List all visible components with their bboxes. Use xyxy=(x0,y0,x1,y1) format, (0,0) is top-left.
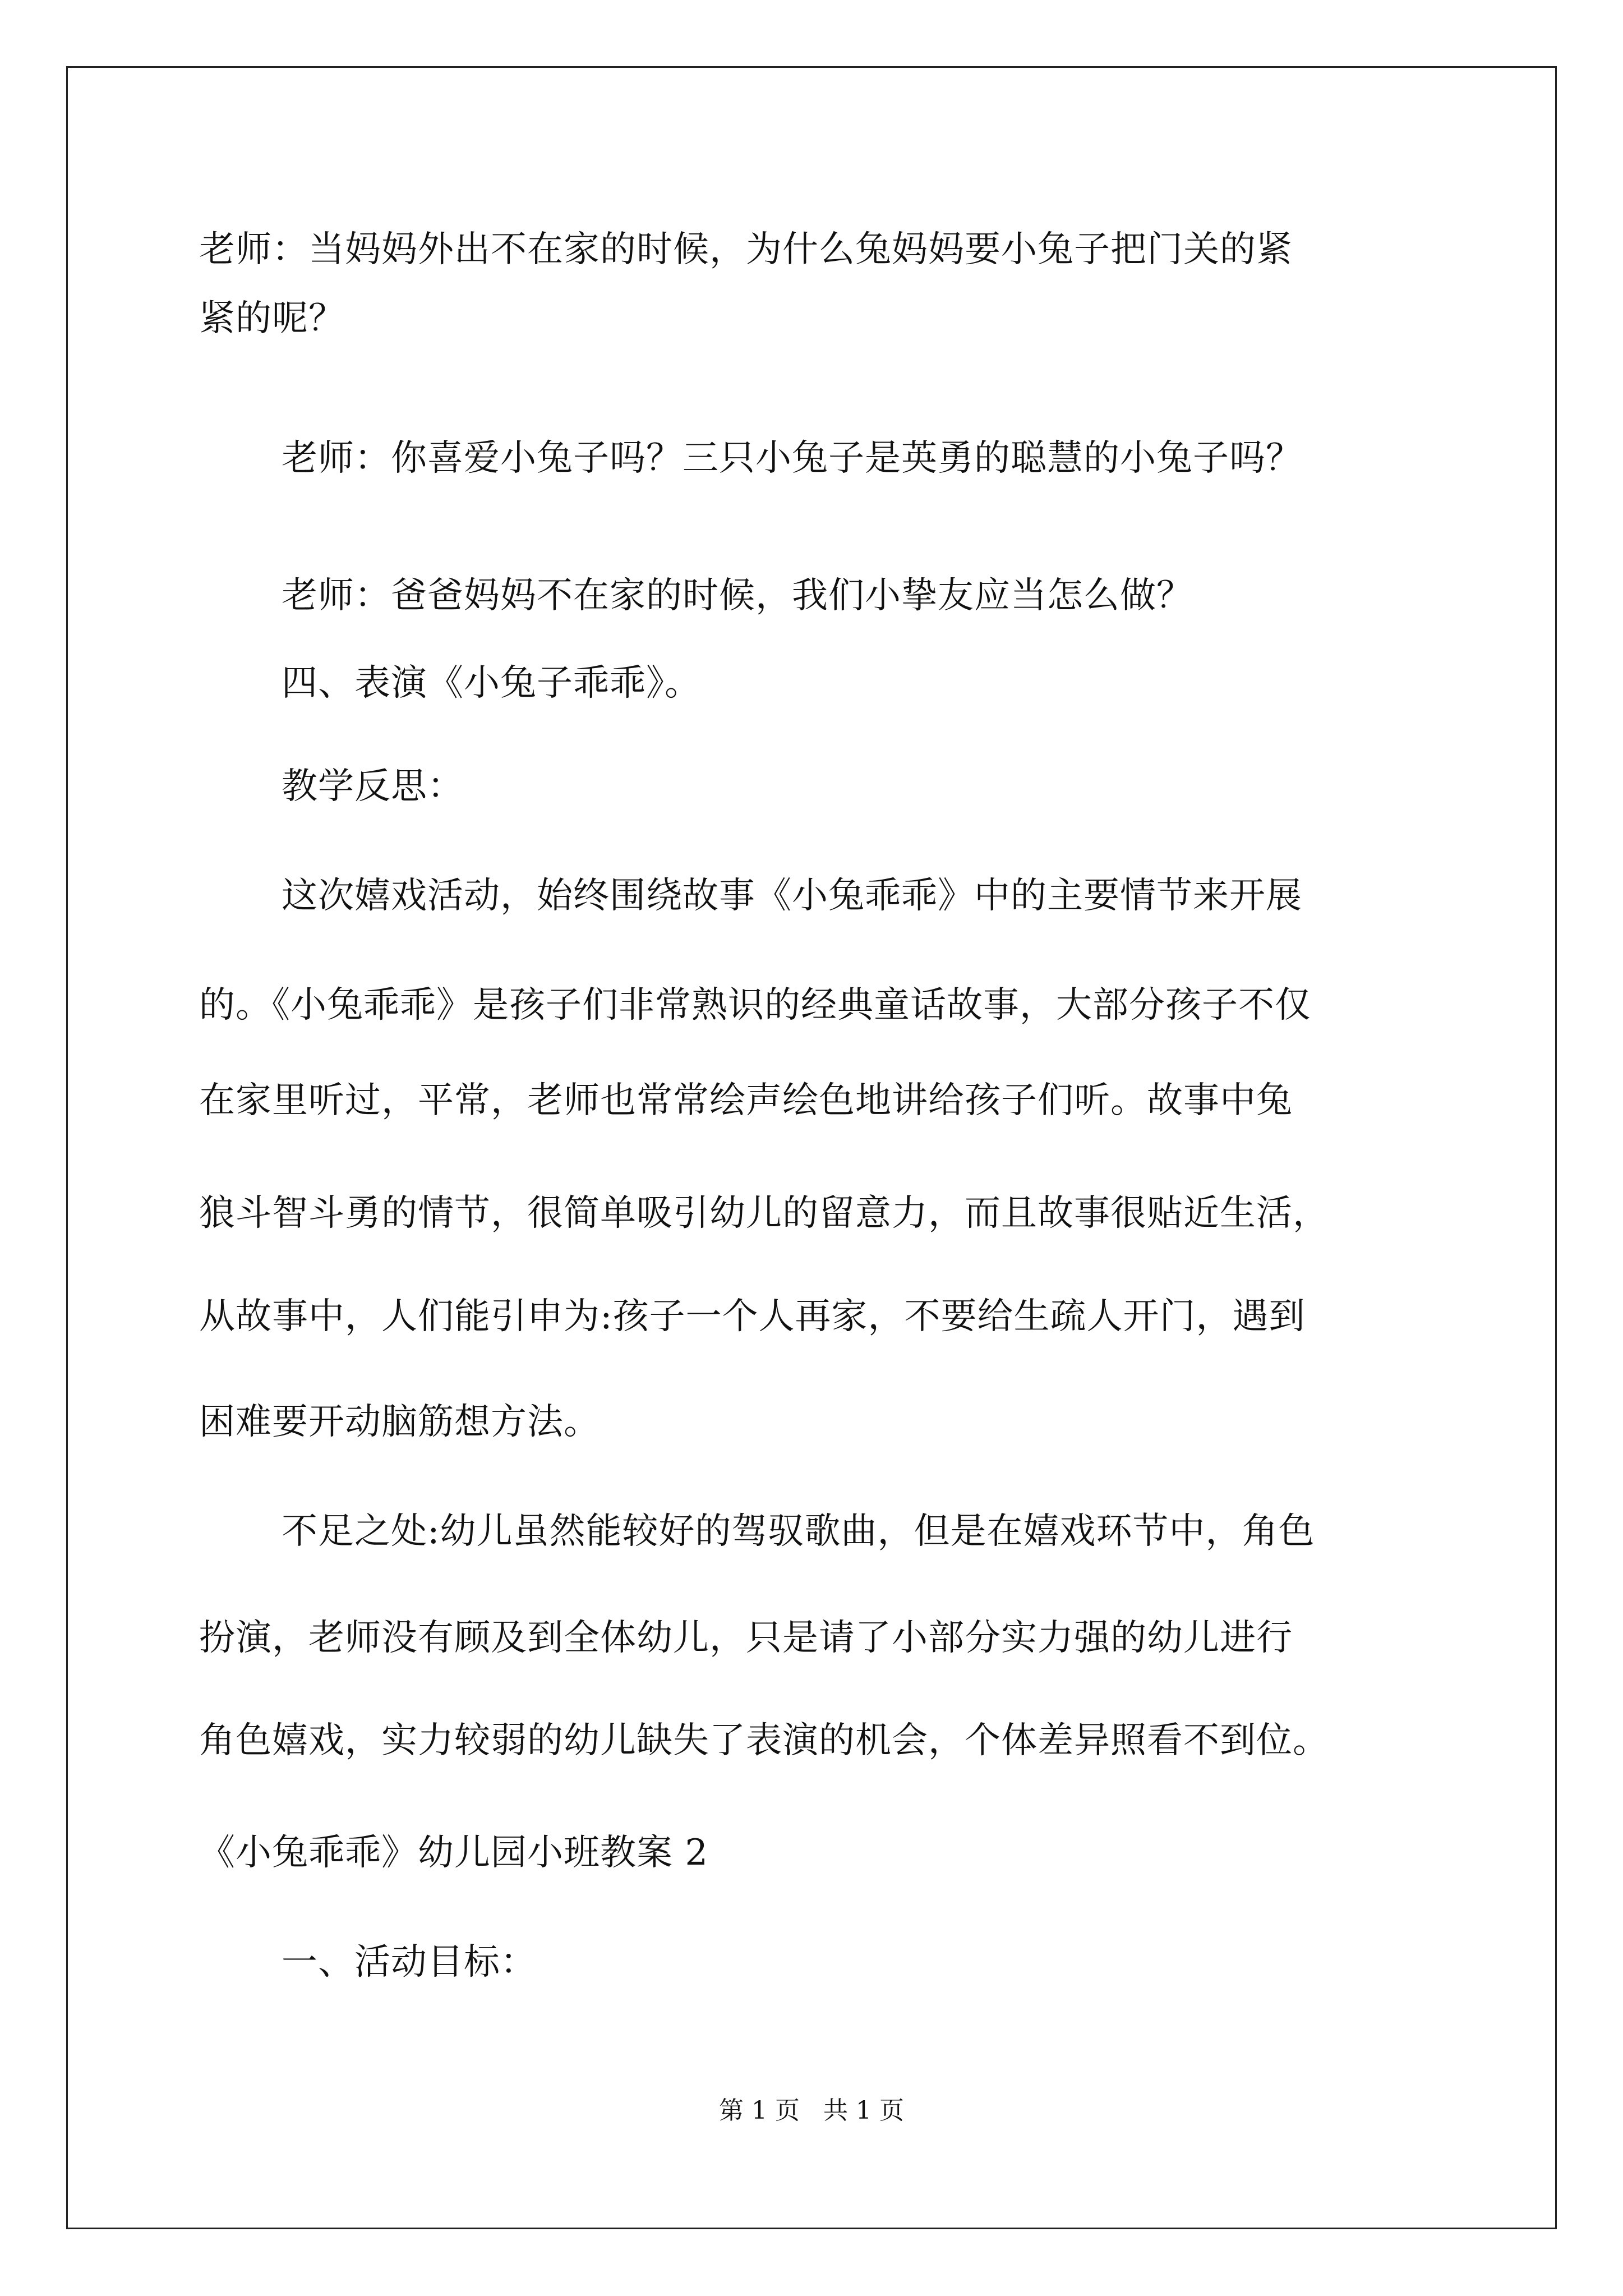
text-line: 老师：爸爸妈妈不在家的时候，我们小挚友应当怎么做？ xyxy=(282,575,1193,616)
text-line: 从故事中，人们能引申为:孩子一个人再家，不要给生疏人开门，遇到 xyxy=(199,1296,1306,1337)
text-line: 老师：当妈妈外出不在家的时候，为什么兔妈妈要小兔子把门关的紧 xyxy=(199,229,1293,270)
section-heading: 教学反思： xyxy=(282,766,464,807)
text-line: 狼斗智斗勇的情节，很简单吸引幼儿的留意力，而且故事很贴近生活， xyxy=(199,1193,1329,1234)
section-heading: 一、活动目标： xyxy=(282,1941,537,1983)
document-title: 《小兔乖乖》幼儿园小班教案 2 xyxy=(199,1832,709,1874)
text-line: 不足之处:幼儿虽然能较好的驾驭歌曲，但是在嬉戏环节中，角色 xyxy=(282,1511,1315,1552)
text-line: 的。《小兔乖乖》是孩子们非常熟识的经典童话故事，大部分孩子不仅 xyxy=(199,984,1311,1026)
section-heading: 四、表演《小兔子乖乖》。 xyxy=(282,662,701,704)
text-line: 老师：你喜爱小兔子吗？三只小兔子是英勇的聪慧的小兔子吗？ xyxy=(282,438,1302,479)
text-line: 在家里听过，平常，老师也常常绘声绘色地讲给孩子们听。故事中兔 xyxy=(199,1080,1293,1121)
page-border xyxy=(66,66,1557,2229)
text-line: 扮演，老师没有顾及到全体幼儿，只是请了小部分实力强的幼儿进行 xyxy=(199,1617,1293,1659)
text-line: 困难要开动脑筋想方法。 xyxy=(199,1401,600,1443)
text-line: 角色嬉戏，实力较弱的幼儿缺失了表演的机会，个体差异照看不到位。 xyxy=(199,1720,1329,1761)
text-line: 紧的呢？ xyxy=(199,298,345,339)
page-footer: 第 1 页 共 1 页 xyxy=(719,2096,904,2125)
text-line: 这次嬉戏活动，始终围绕故事《小兔乖乖》中的主要情节来开展 xyxy=(282,875,1302,917)
